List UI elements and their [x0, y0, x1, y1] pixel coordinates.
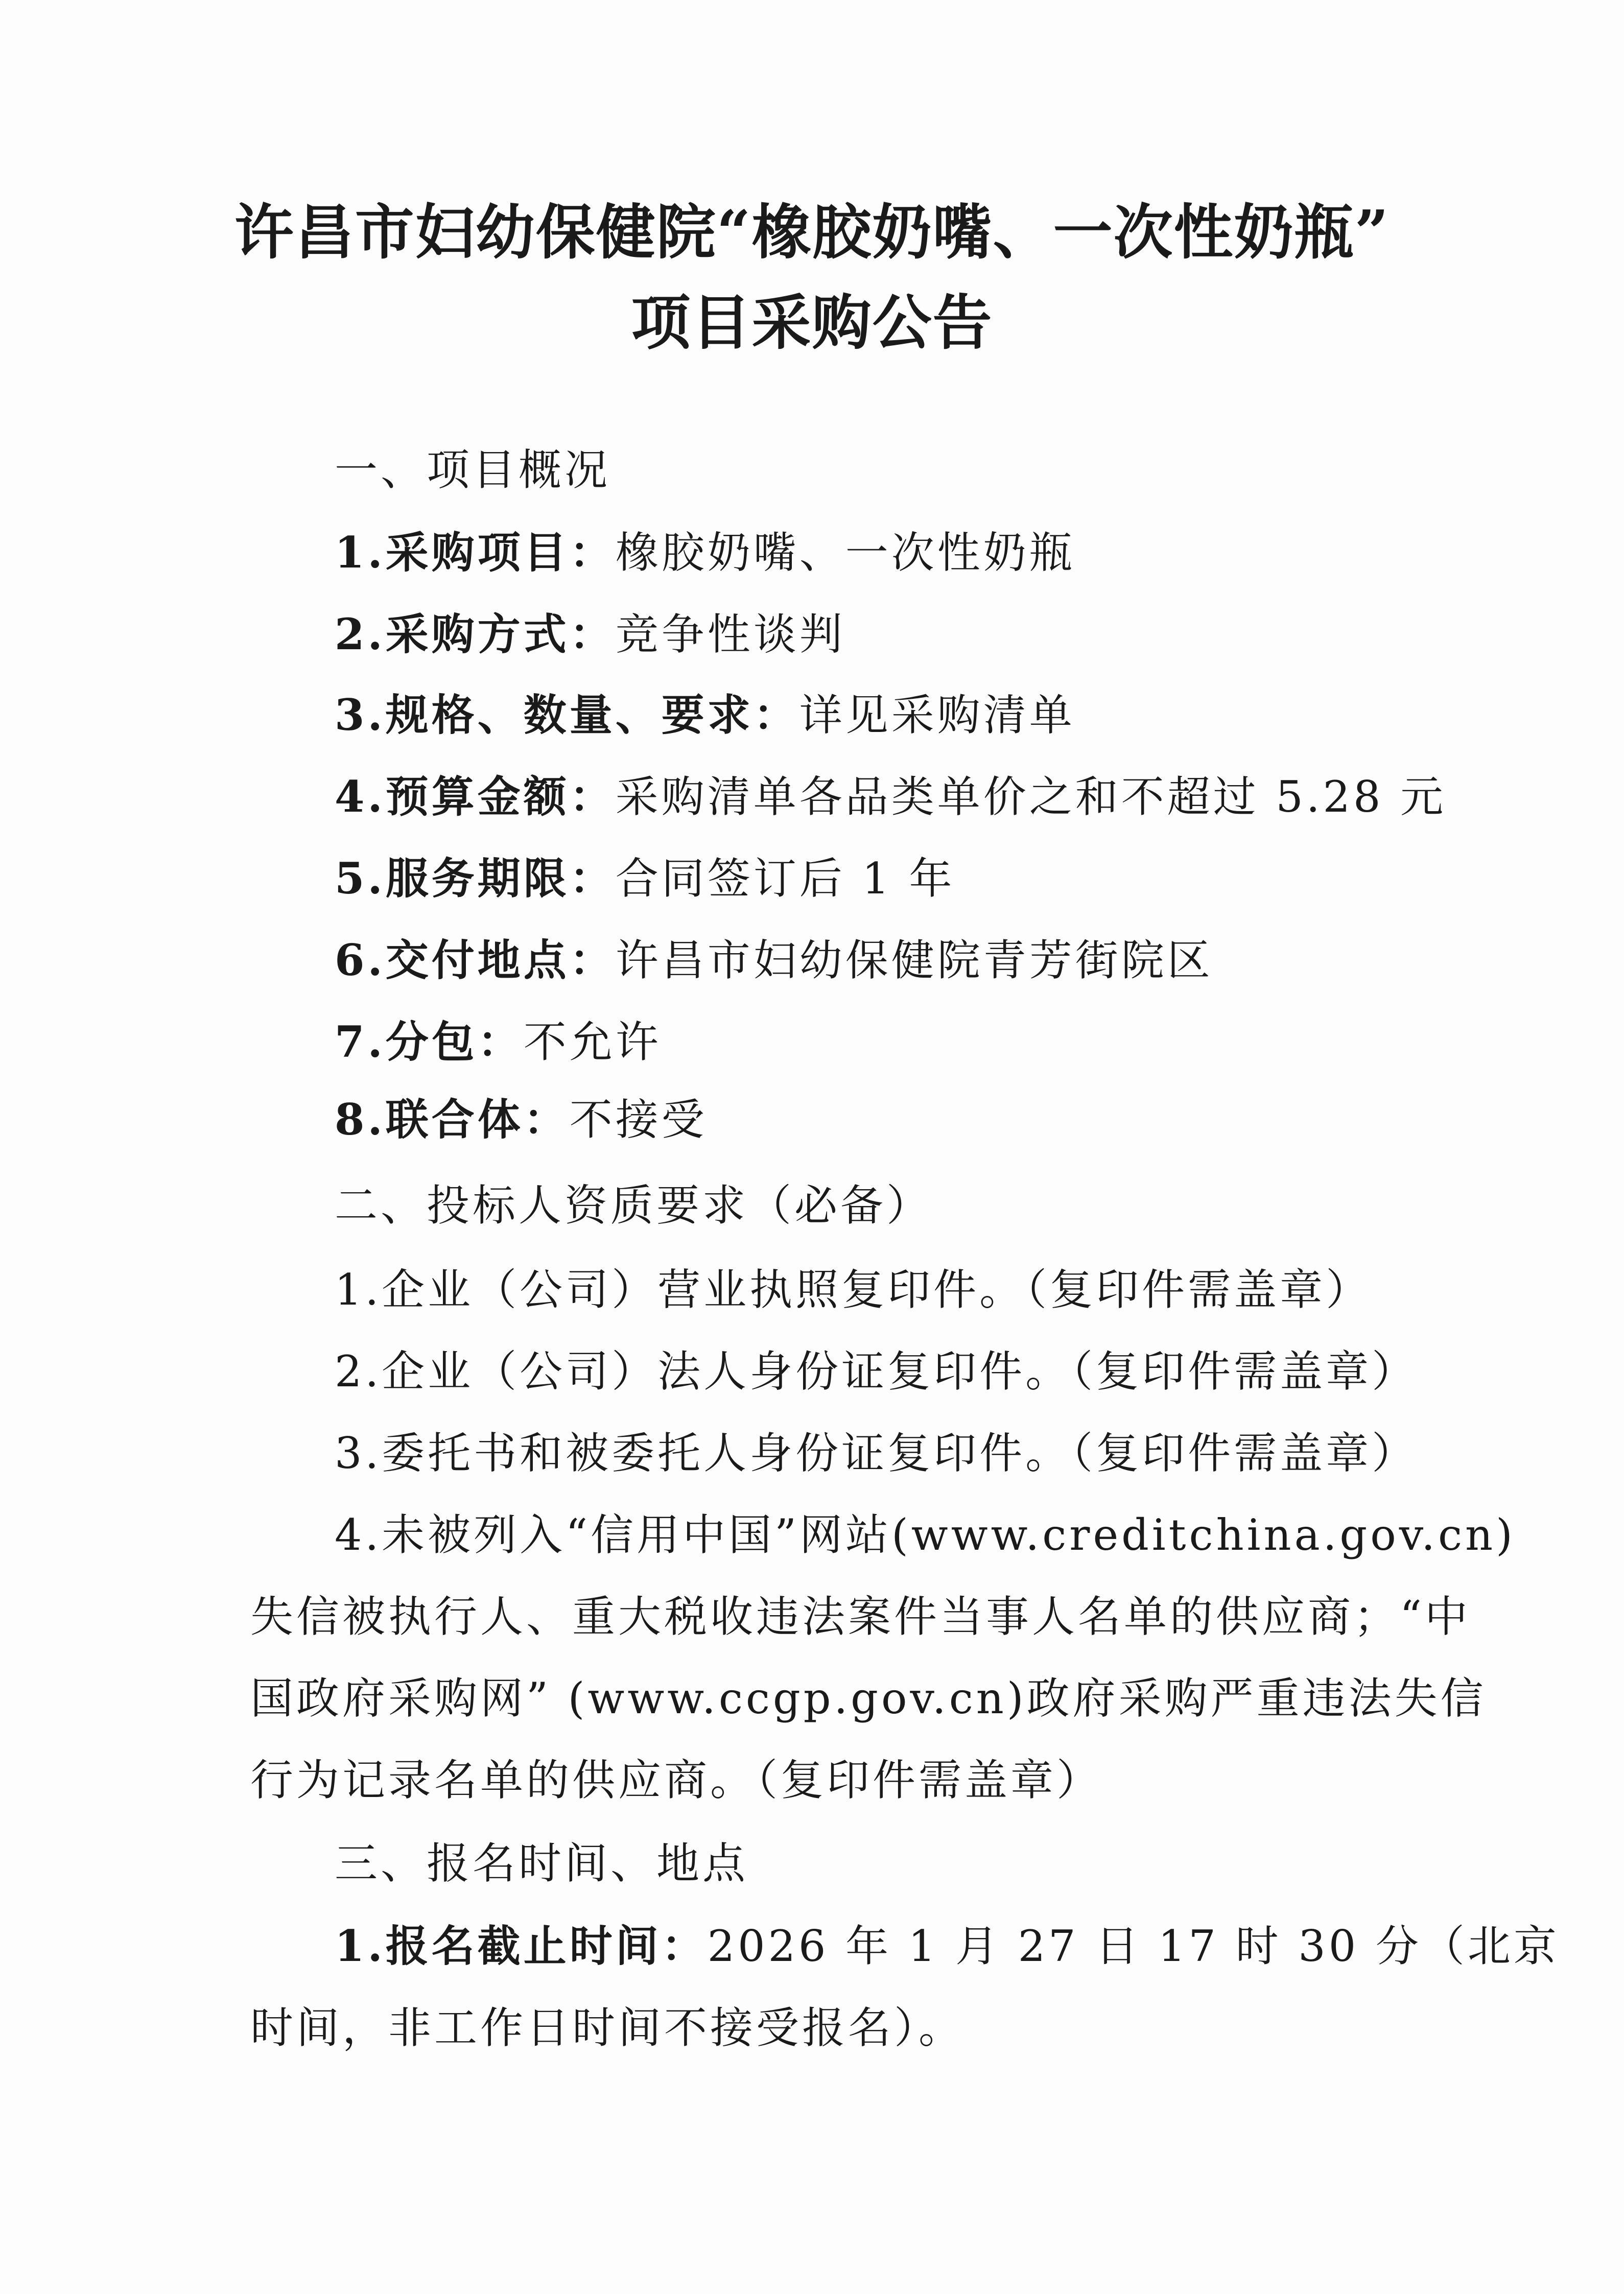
section2-item-4-line4: 行为记录名单的供应商。（复印件需盖章）: [250, 1755, 1103, 1805]
section1-item-1: [335, 527, 1075, 578]
item-label: 7.分包：: [335, 1016, 524, 1067]
item-value: 许昌市妇幼保健院青芳街院区: [615, 935, 1213, 985]
section3-heading: 三、报名时间、地点: [335, 1838, 749, 1888]
section1-heading: 一、项目概况: [335, 445, 611, 495]
document-title-line2: 项目采购公告: [631, 288, 993, 358]
item-label: 1.报名截止时间：: [335, 1921, 708, 1971]
section2-item-2: 2.企业（公司）法人身份证复印件。（复印件需盖章）: [335, 1346, 1418, 1397]
document-title-line1: 许昌市妇幼保健院“橡胶奶嘴、一次性奶瓶”: [234, 198, 1390, 267]
section1-item-2: [335, 609, 845, 660]
section3-item-1: [335, 1921, 1560, 1972]
item-label: 6.交付地点：: [335, 935, 616, 985]
section2-item-4-line3: 国政府采购网” (www.ccgp.gov.cn)政府采购严重违法失信: [250, 1673, 1487, 1723]
section2-item-1: 1.企业（公司）营业执照复印件。（复印件需盖章）: [335, 1265, 1372, 1315]
section2-item-3: 3.委托书和被委托人身份证复印件。（复印件需盖章）: [335, 1428, 1418, 1478]
item-label: 5.服务期限：: [335, 853, 616, 904]
section1-item-7: [335, 1016, 662, 1068]
item-label: 4.预算金额：: [335, 771, 616, 822]
section1-item-4: [335, 771, 1446, 822]
section1-item-6: [335, 935, 1213, 986]
section3-item-1-line2: 时间，非工作日时间不接受报名）。: [250, 2003, 965, 2053]
section2-item-4-line1: 4.未被列入“信用中国”网站(www.creditchina.gov.cn): [335, 1510, 1516, 1560]
item-value: 2026 年 1 月 27 日 17 时 30 分（北京: [707, 1921, 1560, 1971]
section2-heading: 二、投标人资质要求（必备）: [335, 1180, 933, 1231]
item-value: 采购清单各品类单价之和不超过 5.28 元: [615, 772, 1447, 822]
item-value: 不允许: [523, 1017, 662, 1067]
section1-item-8: [335, 1094, 708, 1145]
item-value: 不接受: [569, 1095, 708, 1145]
item-label: 2.采购方式：: [335, 609, 616, 659]
section2-item-4-line2: 失信被执行人、重大税收违法案件当事人名单的供应商；“中: [250, 1592, 1471, 1642]
item-value: 橡胶奶嘴、一次性奶瓶: [615, 528, 1075, 578]
section1-item-5: [335, 853, 955, 904]
item-value: 竞争性谈判: [615, 609, 845, 659]
item-label: 3.规格、数量、要求：: [335, 690, 799, 740]
item-label: 1.采购项目：: [335, 527, 616, 578]
section1-item-3: [335, 690, 1075, 741]
item-value: 详见采购清单: [799, 690, 1075, 740]
item-value: 合同签订后 1 年: [615, 854, 955, 904]
item-label: 8.联合体：: [335, 1094, 570, 1145]
